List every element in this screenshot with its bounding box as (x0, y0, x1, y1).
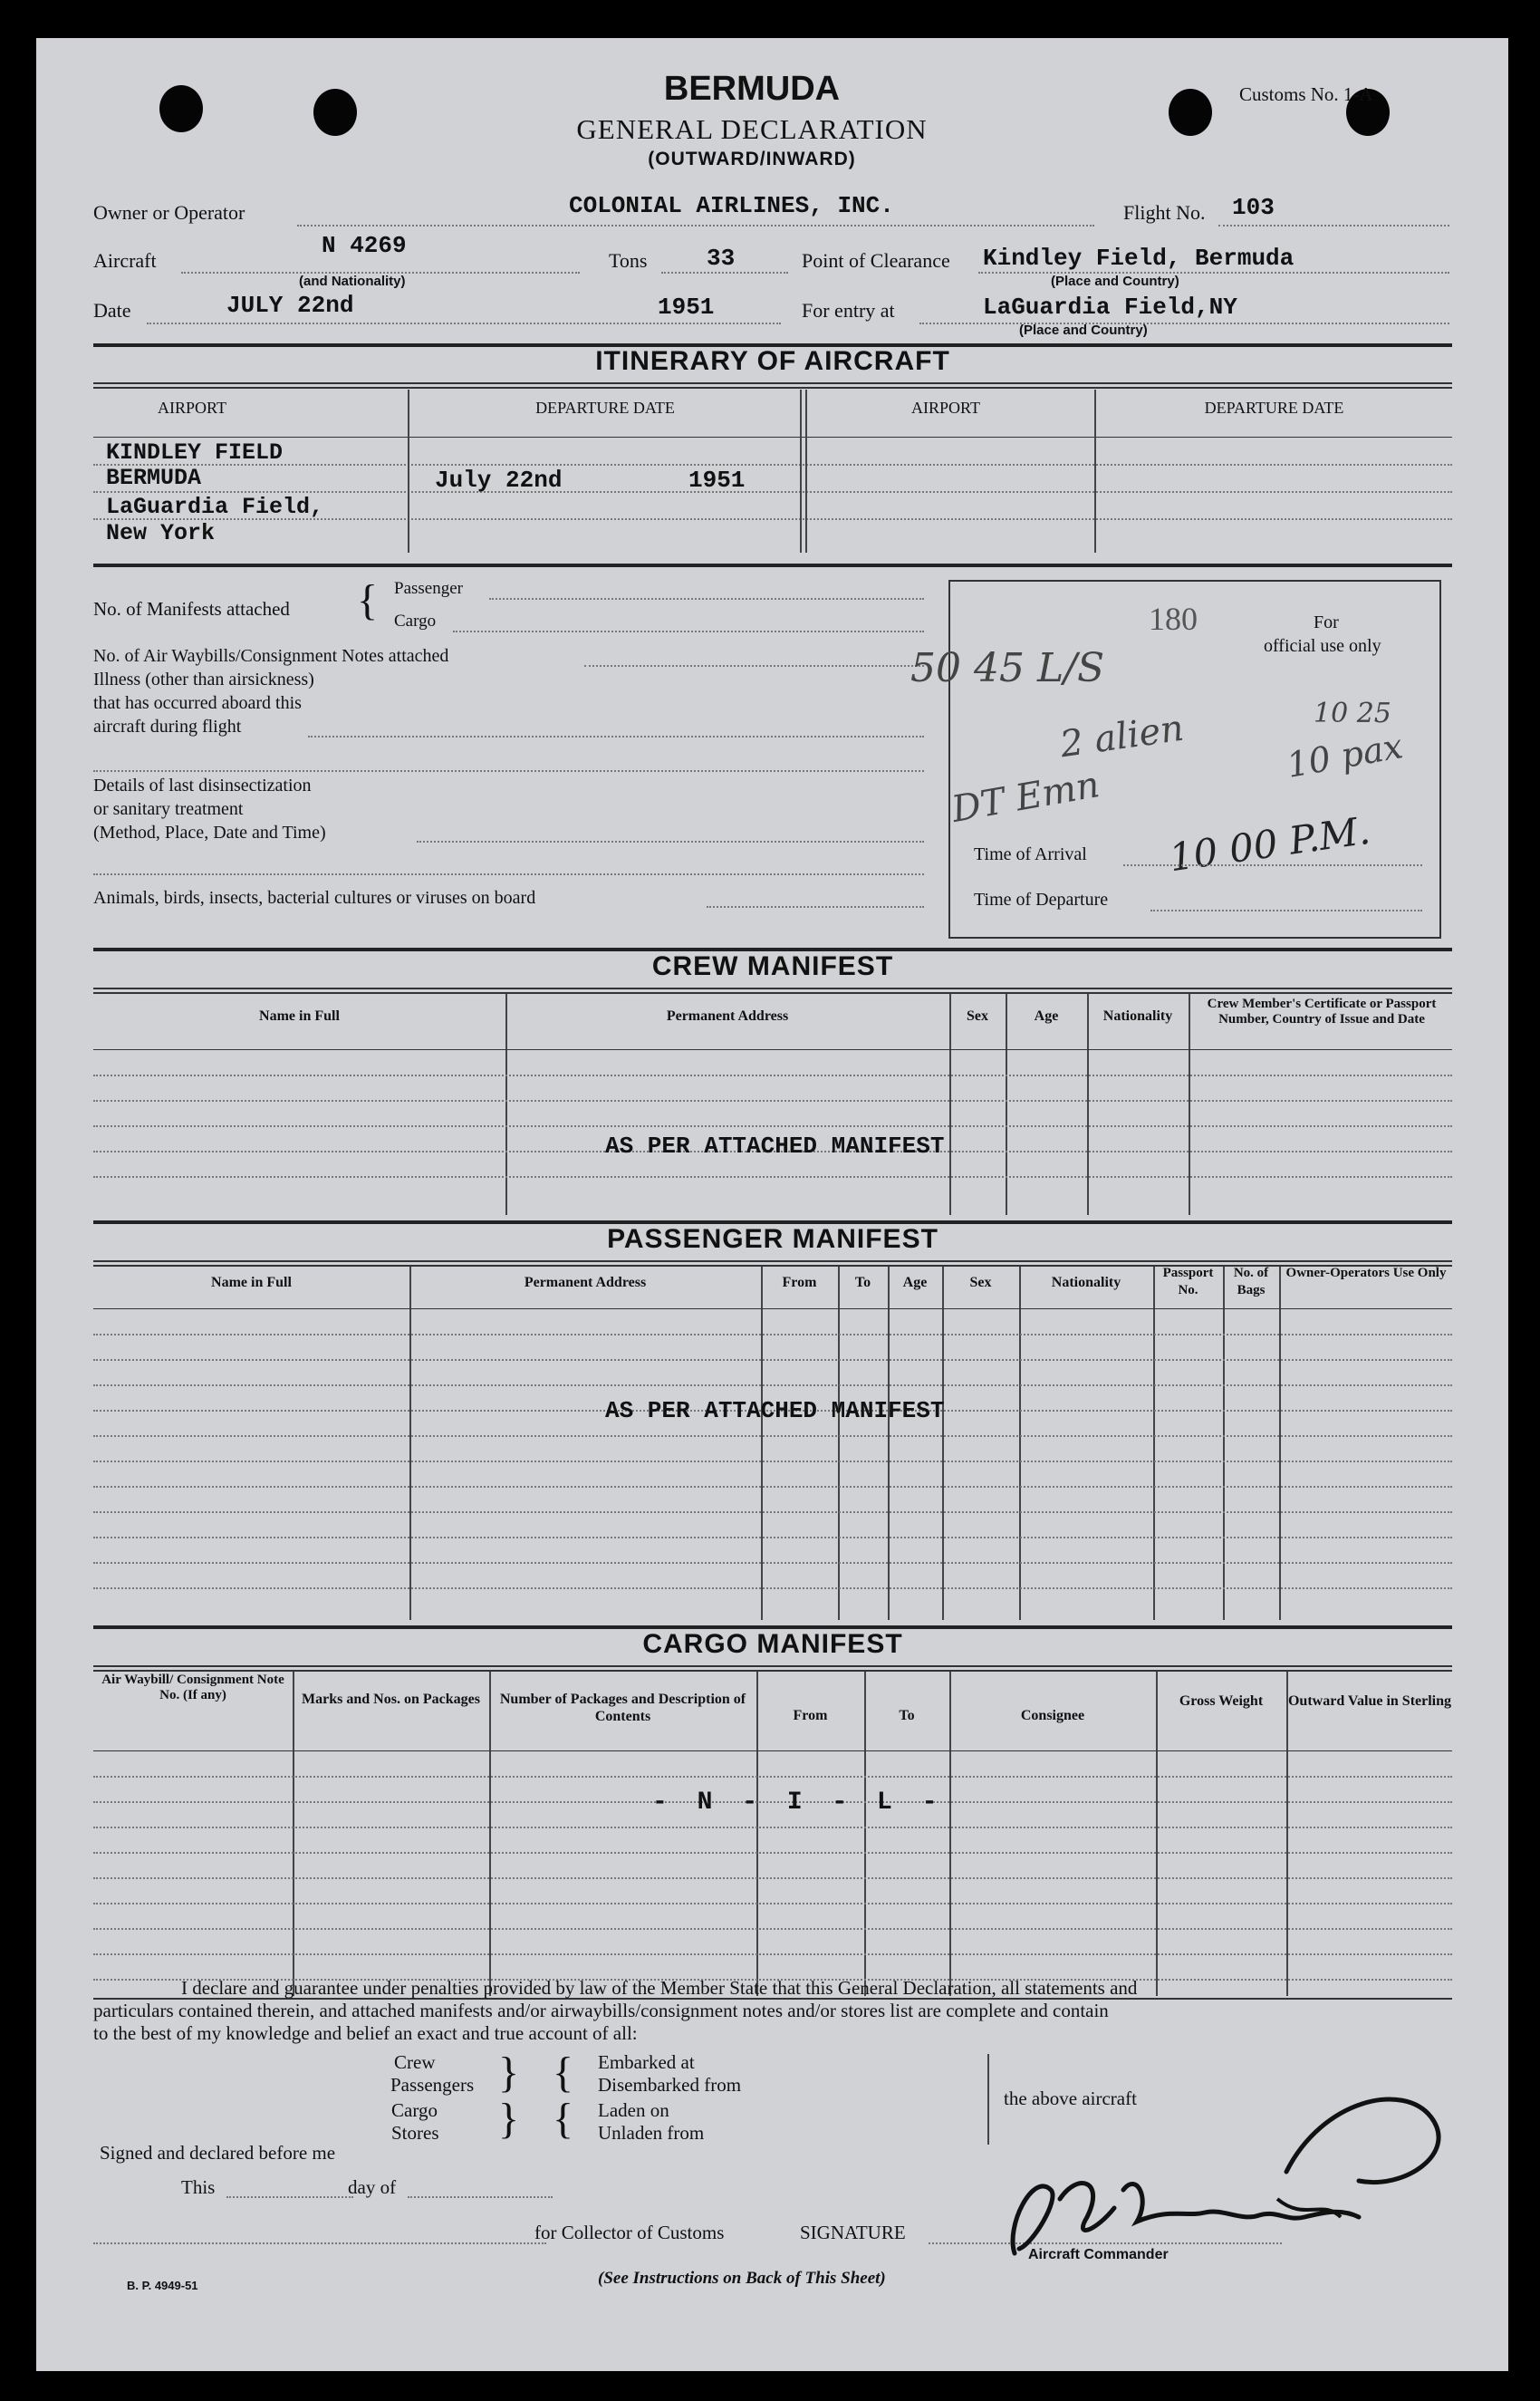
aircraft-label: Aircraft (93, 249, 157, 272)
declaration-text: to the best of my knowledge and belief an exact and true account of all: (93, 2022, 638, 2044)
commander-label: Aircraft Commander (1028, 2247, 1169, 2262)
itin-header-airport-1: AIRPORT (158, 399, 226, 417)
owner-label: Owner or Operator (93, 201, 245, 224)
flight-value: 103 (1232, 194, 1275, 221)
form-subtitle: GENERAL DECLARATION (576, 113, 928, 145)
passenger-title: PASSENGER MANIFEST (607, 1224, 938, 1254)
crew-header-age: Age (1034, 1008, 1059, 1024)
pax-header-address: Permanent Address (524, 1275, 647, 1290)
brace: } (498, 2095, 520, 2143)
crew-header-nationality: Nationality (1102, 1008, 1173, 1024)
entry-label: For entry at (802, 299, 895, 322)
handwritten-note: 50 45 L/S (910, 645, 1105, 691)
itin-departure-year: 1951 (688, 467, 746, 494)
place-note: (Place and Country) (1051, 274, 1179, 289)
flight-label: Flight No. (1123, 201, 1206, 224)
crew-header-address: Permanent Address (666, 1008, 789, 1024)
clearance-value: Kindley Field, Bermuda (983, 245, 1295, 272)
itin-departure: July 22nd (435, 467, 563, 494)
brace: { (357, 576, 379, 624)
cargo-title: CARGO MANIFEST (642, 1629, 903, 1659)
decl-item-stores: Stores (391, 2122, 439, 2144)
signed-label: Signed and declared before me (100, 2142, 336, 2164)
tons-label: Tons (609, 249, 648, 272)
brace: { (553, 2095, 574, 2143)
handwritten-note: 10 25 (1314, 698, 1391, 729)
cargo-header-packages: Number of Packages and Description of Contents (499, 1692, 746, 1724)
decl-embarked: Embarked at (598, 2051, 695, 2073)
place-note-2: (Place and Country) (1019, 323, 1148, 338)
aircraft-note: (and Nationality) (299, 274, 406, 289)
date-value: JULY 22nd (226, 292, 354, 319)
crew-header-name: Name in Full (259, 1008, 340, 1024)
manifest-cargo-label: Cargo (394, 612, 437, 631)
itin-airport-line: LaGuardia Field, (106, 494, 324, 520)
pax-header-bags: No. of Bags (1233, 1266, 1269, 1297)
pax-header-owner-use: Owner-Operators Use Only (1285, 1266, 1447, 1280)
brace: } (498, 2049, 520, 2097)
disinsect-label: or sanitary treatment (93, 799, 244, 819)
cargo-header-value: Outward Value in Sterling (1287, 1693, 1452, 1709)
punch-hole (1169, 89, 1212, 136)
official-label: official use only (1264, 636, 1381, 656)
crew-header-certificate: Crew Member's Certificate or Passport Number, Country of Issue and Date (1207, 997, 1437, 1027)
form-title: BERMUDA (663, 70, 841, 108)
pax-header-passport: Passport No. (1162, 1266, 1214, 1297)
decl-unladen: Unladen from (598, 2122, 705, 2144)
manifests-label: No. of Manifests attached (93, 598, 290, 620)
date-label: Date (93, 299, 131, 322)
collector-label: for Collector of Customs (534, 2222, 725, 2243)
pax-header-from: From (782, 1275, 817, 1290)
aircraft-value: N 4269 (322, 232, 407, 259)
disinsect-label: (Method, Place, Date and Time) (93, 823, 326, 843)
official-label: For (1314, 612, 1339, 632)
declaration-text: I declare and guarantee under penalties provided by law of the Member State that this General Declaration, all statements and (181, 1977, 1138, 1999)
year-value: 1951 (658, 294, 715, 321)
manifest-passenger-label: Passenger (394, 579, 463, 598)
handwritten-note: 2 alien (1057, 707, 1187, 767)
itinerary-title: ITINERARY OF AIRCRAFT (595, 346, 950, 376)
customs-number: Customs No. 1-A (1239, 83, 1373, 105)
cargo-header-marks: Marks and Nos. on Packages (302, 1692, 480, 1707)
entry-value: LaGuardia Field,NY (983, 294, 1237, 321)
tons-value: 33 (707, 245, 736, 272)
declaration-form (36, 38, 1508, 2371)
handwritten-note: 10 pax (1284, 726, 1406, 786)
animals-label: Animals, birds, insects, bacterial cultures or viruses on board (93, 888, 536, 908)
illness-label: that has occurred aboard this (93, 693, 302, 713)
day-of-label: day of (348, 2176, 397, 2198)
pax-header-nationality: Nationality (1051, 1275, 1121, 1290)
form-direction: (OUTWARD/INWARD) (648, 149, 856, 169)
form-number: B. P. 4949-51 (127, 2279, 198, 2292)
illness-label: Illness (other than airsickness) (93, 670, 314, 689)
itin-header-departure-2: DEPARTURE DATE (1204, 399, 1344, 417)
official-number: 180 (1149, 601, 1198, 637)
pax-header-to: To (854, 1275, 871, 1290)
decl-above-aircraft: the above aircraft (1004, 2088, 1137, 2109)
pax-header-age: Age (902, 1275, 928, 1290)
punch-hole (159, 85, 203, 132)
illness-label: aircraft during flight (93, 717, 242, 737)
departure-time-label: Time of Departure (974, 890, 1109, 910)
itin-airport-line: BERMUDA (106, 465, 202, 491)
itin-airport-line: New York (106, 520, 216, 546)
commander-signature (978, 2063, 1486, 2271)
itin-header-departure-1: DEPARTURE DATE (535, 399, 675, 417)
arrival-label: Time of Arrival (974, 844, 1087, 864)
waybills-label: No. of Air Waybills/Consignment Notes attached (93, 646, 449, 666)
owner-value: COLONIAL AIRLINES, INC. (569, 192, 894, 219)
handwritten-note: DT Emn (948, 764, 1103, 831)
itin-header-airport-2: AIRPORT (911, 399, 980, 417)
handwritten-note: 10 00 P.M. (1166, 807, 1373, 881)
signature-label: SIGNATURE (800, 2222, 906, 2243)
pax-header-sex: Sex (969, 1275, 992, 1290)
decl-item-passengers: Passengers (390, 2074, 475, 2096)
cargo-header-weight: Gross Weight (1179, 1693, 1264, 1709)
itin-airport-line: KINDLEY FIELD (106, 439, 284, 466)
decl-item-crew: Crew (394, 2051, 436, 2073)
crew-header-sex: Sex (967, 1008, 988, 1024)
this-label: This (181, 2176, 216, 2198)
disinsect-label: Details of last disinsectization (93, 776, 312, 796)
decl-item-cargo: Cargo (391, 2099, 438, 2121)
cargo-header-to: To (899, 1708, 915, 1723)
clearance-label: Point of Clearance (802, 249, 950, 272)
cargo-note: - N - I - L - (652, 1789, 945, 1817)
crew-note: AS PER ATTACHED MANIFEST (605, 1133, 945, 1160)
cargo-header-waybill: Air Waybill/ Consignment Note No. (If any) (101, 1673, 284, 1702)
cargo-header-consignee: Consignee (1020, 1708, 1085, 1723)
decl-laden: Laden on (598, 2099, 669, 2121)
pax-header-name: Name in Full (211, 1275, 292, 1290)
crew-title: CREW MANIFEST (651, 951, 894, 981)
passenger-note: AS PER ATTACHED MANIFEST (605, 1397, 945, 1424)
punch-hole (313, 89, 357, 136)
declaration-text: particulars contained therein, and attached manifests and/or airwaybills/consignment notes and/or stores list are complete and contain (93, 2000, 1109, 2021)
cargo-header-from: From (793, 1708, 828, 1723)
brace: { (553, 2049, 574, 2097)
instructions-note: (See Instructions on Back of This Sheet) (598, 2269, 886, 2288)
decl-disembarked: Disembarked from (598, 2074, 742, 2096)
